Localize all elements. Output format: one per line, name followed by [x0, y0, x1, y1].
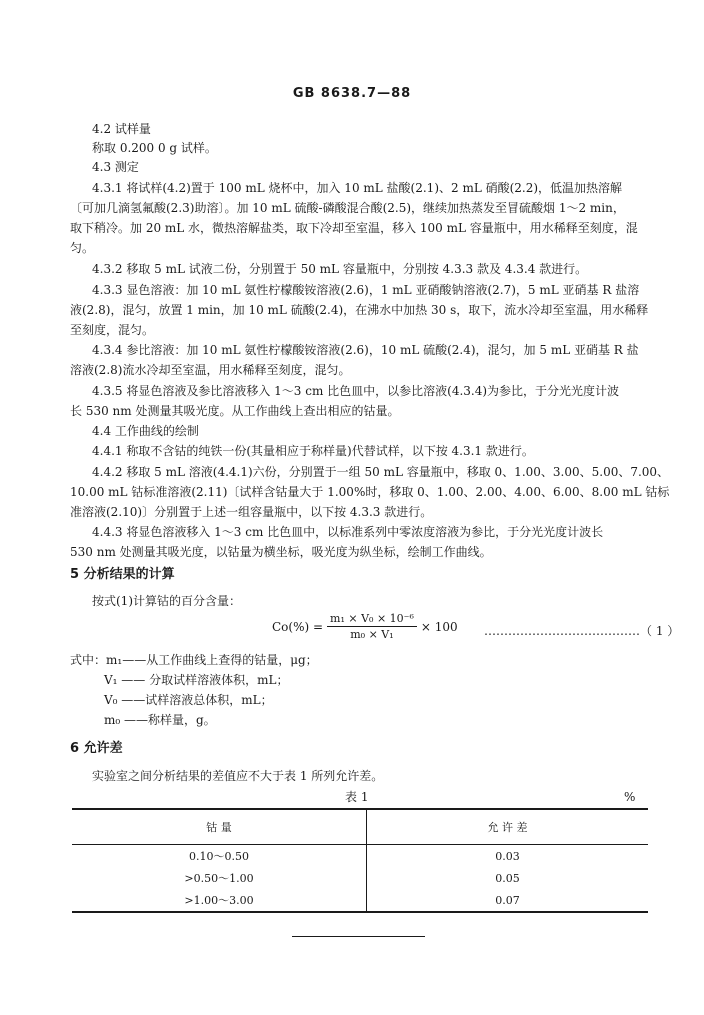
- section-4-4-2-line: 4.4.2 移取 5 mL 溶液(4.4.1)六份，分别置于一组 50 mL 容量瓶中，移取 0、1.00、3.00、5.00、7.00、: [92, 465, 670, 479]
- table-row: [72, 845, 648, 868]
- table-cell-tolerance: 0.07: [367, 889, 649, 912]
- table-title: 表 1: [345, 790, 369, 804]
- formula-fraction: [327, 612, 417, 641]
- section-4-4-3-line: 4.4.3 将显色溶液移入 1～3 cm 比色皿中，以标准系列中零浓度溶液为参比，于分光光度计波长: [92, 525, 604, 539]
- table-cell-range: >1.00～3.00: [72, 889, 367, 912]
- section-4-3-2: 4.3.2 移取 5 mL 试液二份，分别置于 50 mL 容量瓶中，分别按 4.3.3 款及 4.3.4 款进行。: [92, 262, 588, 276]
- section-4-4-1: 4.4.1 称取不含钴的纯铁一份(其量相应于称样量)代替试样，以下按 4.3.1 款进行。: [92, 444, 534, 458]
- section-4-3-5-line: 长 530 nm 处测量其吸光度。从工作曲线上查出相应的钴量。: [70, 404, 400, 418]
- table-cell-range: >0.50～1.00: [72, 867, 367, 889]
- section-6-heading: 6 允许差: [70, 741, 123, 756]
- section-4-3-1-line: 〔可加几滴氢氟酸(2.3)助溶〕。加 10 mL 硫酸-磷酸混合酸(2.5)，继续加热蒸发至冒硫酸烟 1～2 min，: [70, 201, 625, 215]
- section-4-3-3-line: 4.3.3 显色溶液：加 10 mL 氨性柠檬酸铵溶液(2.6)，1 mL 亚硝酸钠溶液(2.7)，5 mL 亚硝基 R 盐溶: [92, 283, 640, 297]
- table-unit: %: [624, 790, 636, 804]
- tolerance-table: [72, 808, 648, 913]
- section-4-2-body: 称取 0.200 0 g 试样。: [92, 141, 217, 155]
- section-4-3-5-line: 4.3.5 将显色溶液及参比溶液移入 1～3 cm 比色皿中，以参比溶液(4.3.4)为参比，于分光光度计波: [92, 384, 620, 398]
- variable-v0: V₀ ——试样溶液总体积，mL；: [104, 693, 273, 707]
- formula-intro: 按式(1)计算钴的百分含量：: [92, 594, 241, 608]
- variable-v1: V₁ —— 分取试样溶液体积，mL；: [104, 673, 289, 687]
- section-6-body: 实验室之间分析结果的差值应不大于表 1 所列允许差。: [92, 769, 384, 783]
- section-4-4-2-line: 准溶液(2.10)〕分别置于上述一组容量瓶中，以下按 4.3.3 款进行。: [70, 505, 433, 519]
- table-cell-range: 0.10～0.50: [72, 845, 367, 868]
- table-header-row: [72, 809, 648, 845]
- formula-denominator: m₀ × V₁: [350, 628, 394, 641]
- section-4-3-3-line: 至刻度，混匀。: [70, 323, 155, 337]
- section-4-3-title: 4.3 测定: [92, 160, 139, 174]
- table-cell-tolerance: 0.05: [495, 871, 520, 885]
- section-4-3-1-line: 取下稍冷。加 20 mL 水，微热溶解盐类，取下冷却至室温，移入 100 mL 容量瓶中，用水稀释至刻度，混: [70, 221, 638, 235]
- table-header-cobalt: 钴 量: [72, 809, 367, 845]
- section-4-4-title: 4.4 工作曲线的绘制: [92, 424, 199, 438]
- section-5-heading: 5 分析结果的计算: [70, 567, 175, 582]
- section-4-4-3-line: 530 nm 处测量其吸光度，以钴量为横坐标，吸光度为纵坐标，绘制工作曲线。: [70, 545, 492, 559]
- section-4-3-4-line: 溶液(2.8)流水冷却至室温，用水稀释至刻度，混匀。: [70, 363, 351, 377]
- table-row: [72, 867, 648, 889]
- section-4-3-3-line: 液(2.8)，混匀，放置 1 min，加 10 mL 硫酸(2.4)，在沸水中加热 30 s，取下，流水冷却至室温，用水稀释: [70, 303, 649, 317]
- formula-tail: × 100: [420, 619, 458, 634]
- table-header-tolerance: 允 许 差: [367, 809, 649, 845]
- formula-numerator: m₁ × V₀ × 10⁻⁶: [327, 612, 417, 627]
- formula-number: …………………………………（ 1 ）: [484, 624, 680, 638]
- variable-m1: 式中：m₁——从工作曲线上查得的钴量，μg；: [70, 653, 318, 667]
- variable-m0: m₀ ——称样量，g。: [104, 713, 216, 727]
- table-cell-tolerance: 0.03: [495, 849, 520, 863]
- section-4-3-1-line: 4.3.1 将试样(4.2)置于 100 mL 烧杯中，加入 10 mL 盐酸(2.1)、2 mL 硝酸(2.2)，低温加热溶解: [92, 181, 623, 195]
- table-row: [72, 889, 648, 912]
- section-4-4-2-line: 10.00 mL 钴标准溶液(2.11)〔试样含钴量大于 1.00%时，移取 0、1.00、2.00、4.00、6.00、8.00 mL 钴标: [70, 485, 670, 499]
- section-4-2-title: 4.2 试样量: [92, 122, 151, 136]
- end-rule: [292, 936, 425, 937]
- section-4-3-4-line: 4.3.4 参比溶液：加 10 mL 氨性柠檬酸铵溶液(2.6)，10 mL 硫酸(2.4)，混匀，加 5 mL 亚硝基 R 盐: [92, 343, 639, 357]
- formula: [272, 612, 458, 641]
- formula-lhs: Co(%) =: [272, 619, 324, 634]
- section-4-3-1-line: 匀。: [70, 241, 95, 255]
- page-header: GB 8638.7—88: [292, 86, 412, 101]
